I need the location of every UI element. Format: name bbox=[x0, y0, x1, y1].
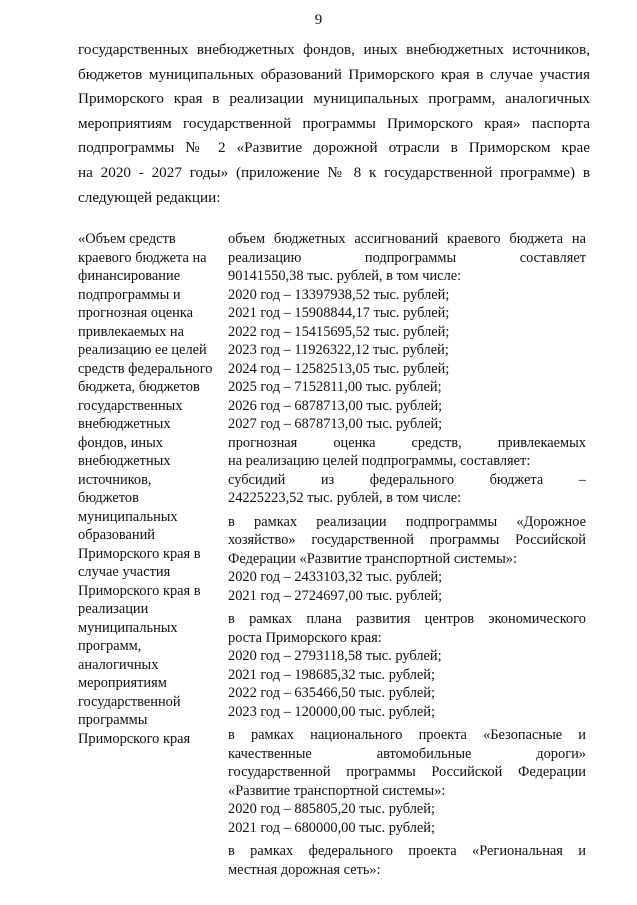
value-line: 2021 год – 198685,32 тыс. рублей; bbox=[228, 666, 435, 683]
label-line: внебюджетных bbox=[78, 453, 171, 469]
value-line: 2025 год – 7152811,00 тыс. рублей; bbox=[228, 379, 442, 395]
intro-line: следующей редакции: bbox=[78, 188, 221, 206]
intro-line: Приморского края в реализации муниципальных программ, аналогичных bbox=[78, 90, 590, 108]
label-line: программы bbox=[78, 712, 148, 728]
intro-line: бюджетов муниципальных образований Приморского края в случае участия bbox=[78, 65, 590, 83]
value-line: «Развитие транспортной системы»: bbox=[228, 782, 446, 799]
intro-line: мероприятиям государственной программы Приморского края» паспорта bbox=[78, 114, 590, 132]
label-line: привлекаемых на bbox=[78, 323, 184, 340]
value-line: 2026 год – 6878713,00 тыс. рублей; bbox=[228, 397, 443, 414]
value-line: 2020 год – 2433103,32 тыс. рублей; bbox=[228, 569, 443, 585]
label-line: бюджетов bbox=[78, 490, 139, 506]
value-line: в рамках реализации подпрограммы «Дорожное bbox=[228, 513, 586, 530]
value-line: реализацию подпрограммы составляет bbox=[228, 249, 586, 266]
intro-line: на 2020 - 2027 годы» (приложение № 8 к государственной программе) в bbox=[78, 163, 590, 181]
value-line: 2022 год – 635466,50 тыс. рублей; bbox=[228, 685, 435, 701]
label-line: подпрограммы и bbox=[78, 286, 181, 303]
value-line: 2024 год – 12582513,05 тыс. рублей; bbox=[228, 360, 450, 377]
value-line: в рамках плана развития центров экономического bbox=[228, 611, 586, 627]
value-line: 2022 год – 15415695,52 тыс. рублей; bbox=[228, 323, 450, 340]
label-line: программ, bbox=[78, 638, 142, 654]
intro-line: государственных внебюджетных фондов, иных внебюджетных источников, bbox=[78, 41, 590, 58]
label-line: реализации bbox=[78, 601, 149, 617]
label-line: образований bbox=[78, 527, 155, 543]
label-line: государственных bbox=[78, 397, 183, 414]
label-line: средств федерального bbox=[78, 360, 213, 377]
label-line: муниципальных bbox=[78, 619, 178, 636]
value-line: 2020 год – 885805,20 тыс. рублей; bbox=[228, 801, 435, 817]
label-line: мероприятиям bbox=[78, 675, 167, 691]
label-line: внебюджетных bbox=[78, 416, 171, 432]
value-line: местная дорожная сеть»: bbox=[228, 861, 381, 878]
value-line: объем бюджетных ассигнований краевого бюджета на bbox=[228, 231, 586, 247]
value-line: в рамках национального проекта «Безопасные и bbox=[228, 727, 586, 743]
label-line: государственной bbox=[78, 693, 181, 710]
value-line: хозяйство» государственной программы Российской bbox=[228, 532, 586, 548]
label-line: муниципальных bbox=[78, 508, 178, 525]
label-line: источников, bbox=[78, 471, 152, 488]
page-number: 9 bbox=[314, 12, 323, 28]
passport-row-value bbox=[228, 230, 586, 879]
value-line: 2023 год – 120000,00 тыс. рублей; bbox=[228, 703, 435, 720]
value-line: 24225223,52 тыс. рублей, в том числе: bbox=[228, 490, 462, 506]
label-line: бюджета, бюджетов bbox=[78, 379, 200, 395]
label-line: Приморского края в bbox=[78, 545, 201, 562]
value-line: 2021 год – 2724697,00 тыс. рублей; bbox=[228, 587, 443, 604]
label-line: краевого бюджета на bbox=[78, 249, 207, 266]
value-line: на реализацию целей подпрограммы, составляет: bbox=[228, 453, 531, 469]
value-line: 2020 год – 13397938,52 тыс. рублей; bbox=[228, 286, 450, 303]
value-line: Федерации «Развитие транспортной системы»: bbox=[228, 550, 517, 567]
value-line: 2023 год – 11926322,12 тыс. рублей; bbox=[228, 342, 449, 358]
value-line: 90141550,38 тыс. рублей, в том числе: bbox=[228, 268, 462, 284]
label-line: реализацию ее целей bbox=[78, 342, 207, 358]
value-line: качественные автомобильные дороги» bbox=[228, 745, 586, 762]
intro-paragraph bbox=[78, 38, 590, 210]
label-line: «Объем средств bbox=[78, 231, 176, 247]
label-line: Приморского края в bbox=[78, 582, 201, 599]
value-line: в рамках федерального проекта «Региональная и bbox=[228, 843, 586, 859]
value-line: 2020 год – 2793118,58 тыс. рублей; bbox=[228, 648, 442, 664]
value-line: государственной программы Российской Федерации bbox=[228, 764, 586, 780]
value-line: субсидий из федерального бюджета – bbox=[228, 471, 586, 488]
label-line: Приморского края bbox=[78, 730, 191, 747]
value-line: роста Приморского края: bbox=[228, 629, 382, 646]
label-line: финансирование bbox=[78, 268, 181, 284]
value-line: 2021 год – 15908844,17 тыс. рублей; bbox=[228, 305, 450, 321]
label-line: фондов, иных bbox=[78, 434, 163, 451]
value-line: 2027 год – 6878713,00 тыс. рублей; bbox=[228, 416, 443, 432]
intro-line: подпрограммы № 2 «Развитие дорожной отрасли в Приморском крае bbox=[78, 139, 590, 157]
value-line: 2021 год – 680000,00 тыс. рублей; bbox=[228, 819, 435, 836]
value-line: прогнозная оценка средств, привлекаемых bbox=[228, 434, 586, 451]
label-line: аналогичных bbox=[78, 656, 159, 673]
label-line: прогнозная оценка bbox=[78, 305, 194, 321]
passport-row-label bbox=[78, 230, 224, 748]
label-line: случае участия bbox=[78, 564, 171, 580]
